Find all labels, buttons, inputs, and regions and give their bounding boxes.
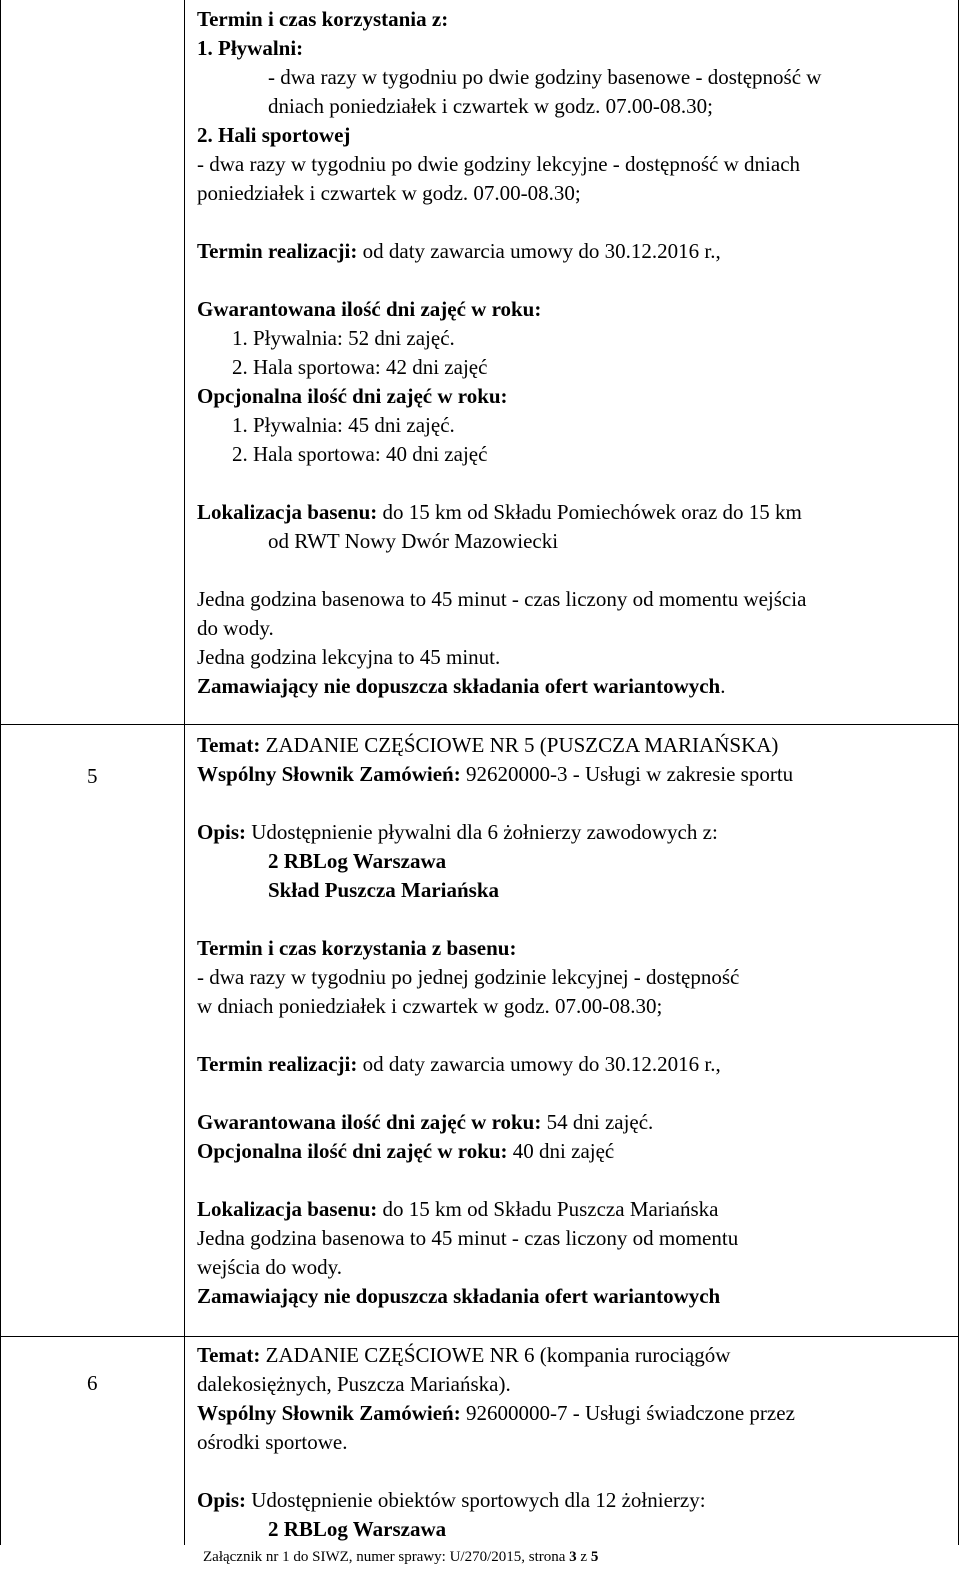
gwarantowana-label: Gwarantowana ilość dni zajęć w roku:: [197, 1110, 542, 1134]
gwarantowana-label: Gwarantowana ilość dni zajęć w roku:: [197, 297, 542, 321]
temat-5: [197, 735, 778, 756]
plywalni-line-1: - dwa razy w tygodniu po dwie godziny basenowe - dostępność w: [268, 65, 822, 89]
temat-value: ZADANIE CZĘŚCIOWE NR 6 (kompania rurociągów: [265, 1343, 731, 1367]
slownik-value-2: ośrodki sportowe.: [197, 1430, 348, 1454]
slownik-label: Wspólny Słownik Zamówień:: [197, 1401, 461, 1425]
footer-page: 3: [569, 1549, 577, 1565]
lokalizacja: [197, 502, 802, 523]
gwarantowana-item: 1. Pływalnia: 52 dni zajęć.: [232, 326, 455, 350]
lokalizacja-value: do 15 km od Składu Puszcza Mariańska: [382, 1197, 719, 1221]
opis-6: [197, 1490, 706, 1511]
plywalni-heading: 1. Pływalni:: [197, 36, 304, 60]
godzina-basenowa-1: Jedna godzina basenowa to 45 minut - czas liczony od momentu wejścia: [197, 587, 807, 611]
footer-text: Załącznik nr 1 do SIWZ, numer sprawy: U/270/2015, strona: [203, 1549, 566, 1565]
temat-value: ZADANIE CZĘŚCIOWE NR 5 (PUSZCZA MARIAŃSKA): [265, 733, 779, 757]
opcjonalna-item: 1. Pływalnia: 45 dni zajęć.: [232, 413, 455, 437]
slownik-label: Wspólny Słownik Zamówień:: [197, 762, 461, 786]
row-divider-6: [0, 1336, 959, 1337]
opcjonalna-label: Opcjonalna ilość dni zajęć w roku:: [197, 1139, 508, 1163]
lokalizacja-label: Lokalizacja basenu:: [197, 1197, 378, 1221]
table-column-divider: [184, 0, 185, 1545]
godzina-basenowa-5-1: Jedna godzina basenowa to 45 minut - czas liczony od momentu: [197, 1226, 739, 1250]
row-number-6: 6: [87, 1371, 98, 1395]
warianty-note: [197, 676, 726, 697]
termin-czas-line-2: w dniach poniedziałek i czwartek w godz. 07.00-08.30;: [197, 994, 663, 1018]
warianty-dot: .: [720, 674, 726, 698]
opcjonalna-label: Opcjonalna ilość dni zajęć w roku:: [197, 384, 508, 408]
row-divider-5: [0, 724, 959, 725]
gwarantowana-item: 2. Hala sportowa: 42 dni zajęć: [232, 355, 488, 379]
lokalizacja-label: Lokalizacja basenu:: [197, 500, 378, 524]
opis-label: Opis:: [197, 820, 247, 844]
lokalizacja-value: do 15 km od Składu Pomiechówek oraz do 15 km: [382, 500, 802, 524]
jednostka-1: 2 RBLog Warszawa: [268, 849, 447, 873]
slownik-5: [197, 764, 793, 785]
godzina-basenowa-5-2: wejścia do wody.: [197, 1255, 343, 1279]
termin-realizacji-value: od daty zawarcia umowy do 30.12.2016 r.,: [362, 239, 721, 263]
opis-label: Opis:: [197, 1488, 247, 1512]
page-footer: [203, 1549, 598, 1565]
footer-total: 5: [590, 1549, 599, 1565]
godzina-basenowa-2: do wody.: [197, 616, 274, 640]
slownik-value: 92600000-7 - Usługi świadczone przez: [465, 1401, 795, 1425]
termin-realizacji: [197, 241, 721, 262]
termin-realizacji-label: Termin realizacji:: [197, 239, 358, 263]
lokalizacja-value-2: od RWT Nowy Dwór Mazowiecki: [268, 529, 559, 553]
opcjonalna-item: 2. Hala sportowa: 40 dni zajęć: [232, 442, 488, 466]
jednostka-6-1: 2 RBLog Warszawa: [268, 1517, 447, 1541]
godzina-lekcyjna: Jedna godzina lekcyjna to 45 minut.: [197, 645, 501, 669]
opcjonalna-value: 40 dni zajęć: [512, 1139, 615, 1163]
gwarantowana-5: [197, 1112, 653, 1133]
hala-line-1: - dwa razy w tygodniu po dwie godziny lekcyjne - dostępność w dniach: [197, 152, 801, 176]
termin-czas-label-5: Termin i czas korzystania z basenu:: [197, 936, 517, 960]
opis-5: [197, 822, 718, 843]
temat-label: Temat:: [197, 733, 261, 757]
opis-value: Udostępnienie obiektów sportowych dla 12 żołnierzy:: [251, 1488, 706, 1512]
opis-value: Udostępnienie pływalni dla 6 żołnierzy zawodowych z:: [251, 820, 718, 844]
termin-realizacji-label: Termin realizacji:: [197, 1052, 358, 1076]
temat-label: Temat:: [197, 1343, 261, 1367]
slownik-6: [197, 1403, 795, 1424]
table-left-border: [0, 0, 1, 1545]
jednostka-2: Skład Puszcza Mariańska: [268, 878, 500, 902]
termin-realizacji-value: od daty zawarcia umowy do 30.12.2016 r.,: [362, 1052, 721, 1076]
termin-realizacji-5: [197, 1054, 721, 1075]
table-right-border: [958, 0, 959, 1545]
slownik-value: 92620000-3 - Usługi w zakresie sportu: [465, 762, 794, 786]
gwarantowana-value: 54 dni zajęć.: [546, 1110, 654, 1134]
termin-czas-label: Termin i czas korzystania z:: [197, 7, 449, 31]
opcjonalna-5: [197, 1141, 614, 1162]
plywalni-line-2: dniach poniedziałek i czwartek w godz. 07.00-08.30;: [268, 94, 713, 118]
row-number-5: 5: [87, 764, 98, 788]
hala-line-2: poniedziałek i czwartek w godz. 07.00-08.30;: [197, 181, 581, 205]
hala-heading: 2. Hali sportowej: [197, 123, 351, 147]
temat-value-2: dalekosiężnych, Puszcza Mariańska).: [197, 1372, 511, 1396]
footer-of: z: [580, 1549, 588, 1565]
warianty-note-5: Zamawiający nie dopuszcza składania ofert wariantowych: [197, 1284, 721, 1308]
termin-czas-line-1: - dwa razy w tygodniu po jednej godzinie lekcyjnej - dostępność: [197, 965, 740, 989]
warianty-text: Zamawiający nie dopuszcza składania ofert wariantowych: [197, 674, 721, 698]
lokalizacja-5: [197, 1199, 718, 1220]
temat-6: [197, 1345, 730, 1366]
